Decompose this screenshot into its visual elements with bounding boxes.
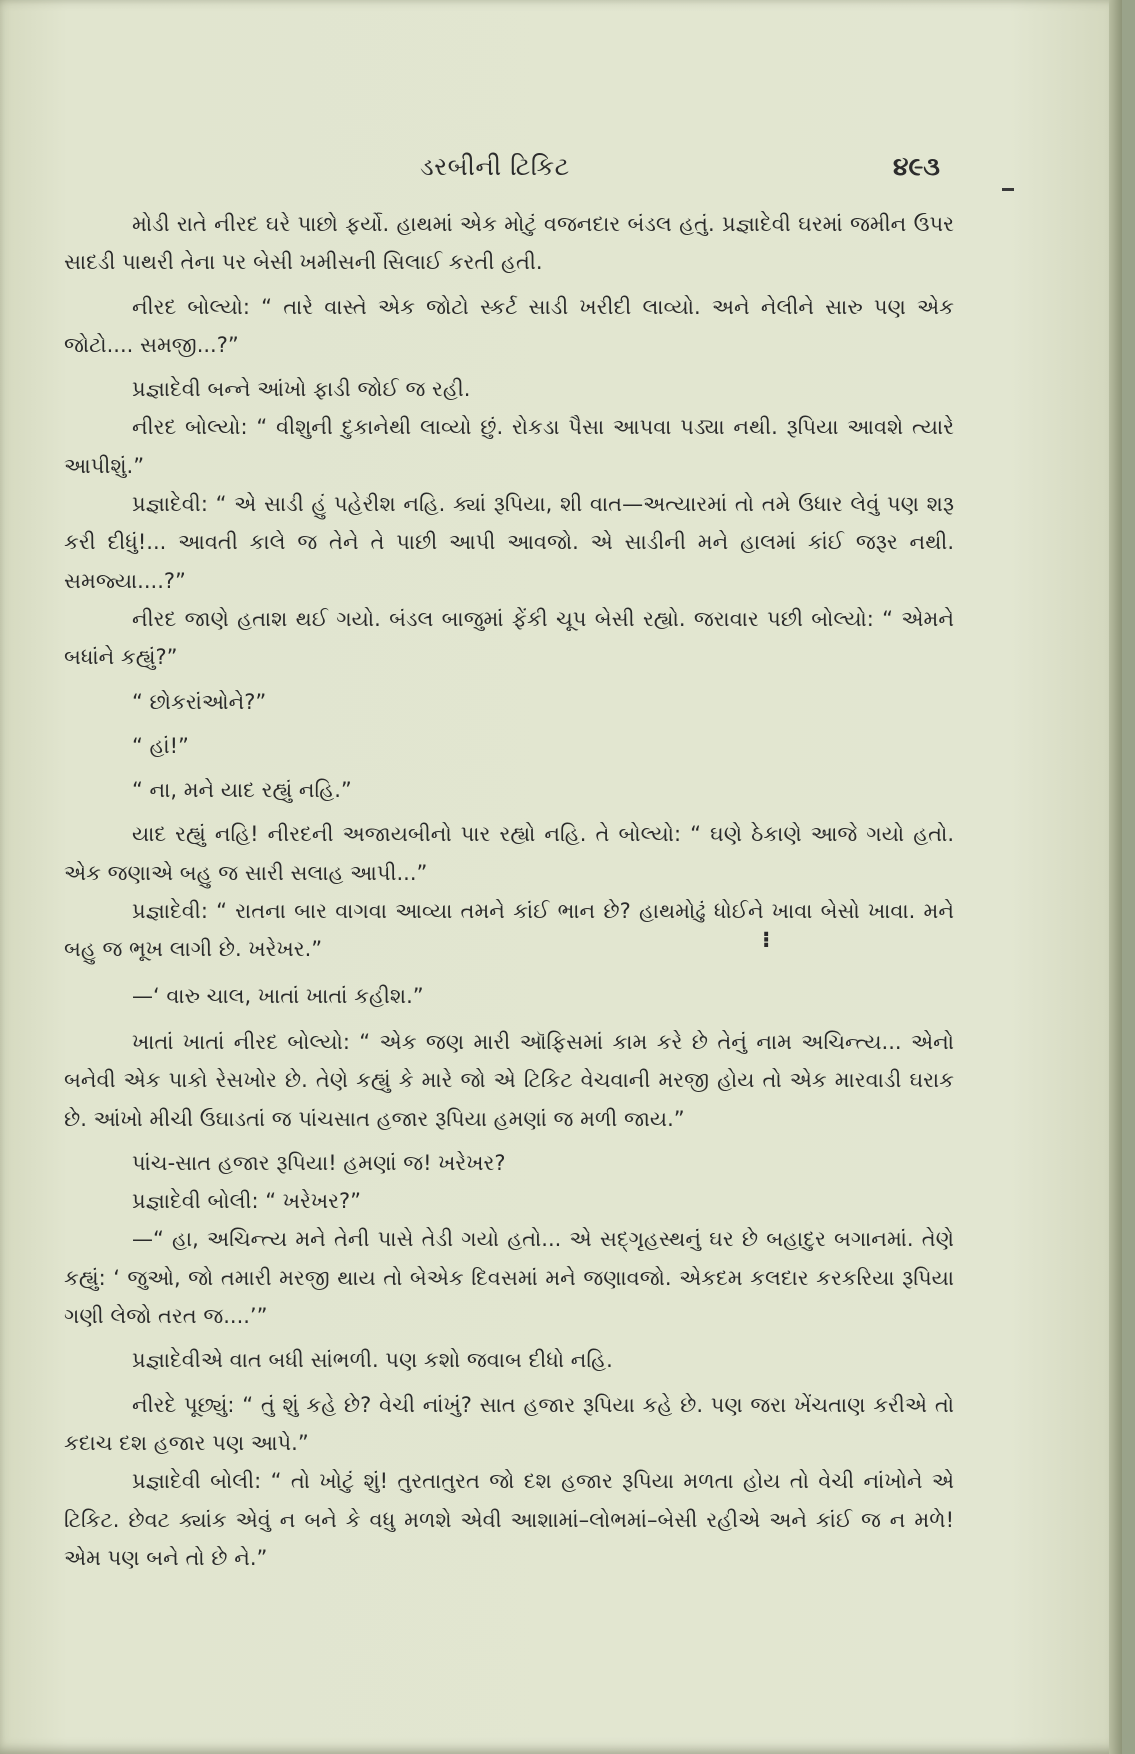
header-dash bbox=[1002, 188, 1014, 191]
page-number: ૪૯૩ bbox=[893, 152, 940, 181]
body-text bbox=[64, 205, 954, 1577]
paragraph-16: —“ હા, અચિન્ત્ય મને તેની પાસે તેડી ગયો હતો... એ સદ્‌ગૃહસ્થનું ઘર છે બહાદુર બગાનમાં. તેણે કહ્યું: ‘ જુઓ, જો તમારી મરજી થાય તો બેએક દિવસમાં મને જણાવજો. એકદમ કલદાર કરકરિયા રૂપિયા ગણી લેજો તરત જ....’” bbox=[64, 1227, 954, 1329]
paragraph-4: નીરદ બોલ્યો: “ વીશુની દુકાનેથી લાવ્યો છું. રોકડા પૈસા આપવા પડ્યા નથી. રૂપિયા આવશે ત્યારે આપીશું.” bbox=[64, 415, 954, 478]
page-edge-shadow bbox=[1109, 0, 1122, 1754]
paragraph-5: પ્રજ્ઞાદેવી: “ એ સાડી હું પહેરીશ નહિ. ક્યાં રૂપિયા, શી વાત—અત્યારમાં તો તમે ઉધાર લેવું પણ શરૂ કરી દીધું!... આવતી કાલે જ તેને તે પાછી આપી આવજો. એ સાડીની મને હાલમાં કાંઈ જરૂર નથી. સમજ્યા....?” bbox=[64, 492, 954, 593]
paragraph-8: “ હાં!” bbox=[132, 733, 189, 758]
paragraph-15: પ્રજ્ઞાદેવી બોલી: “ ખરેખર?” bbox=[132, 1189, 362, 1214]
paragraph-2: નીરદ બોલ્યો: “ તારે વાસ્તે એક જોટો સ્કર્ટ સાડી ખરીદી લાવ્યો. અને નેલીને સારુ પણ એક જોટો.... સમજી...?” bbox=[64, 294, 954, 357]
page-header bbox=[0, 152, 1000, 196]
paragraph-14: પાંચ-સાત હજાર રૂપિયા! હમણાં જ! ખરેખર? bbox=[132, 1150, 506, 1175]
print-speck: ⁝ bbox=[762, 928, 771, 953]
paragraph-9: “ ના, મને યાદ રહ્યું નહિ.” bbox=[132, 778, 352, 803]
paragraph-6: નીરદ જાણે હતાશ થઈ ગયો. બંડલ બાજુમાં ફેંકી ચૂપ બેસી રહ્યો. જરાવાર પછી બોલ્યો: “ એમને બધાંને કહ્યું?” bbox=[64, 606, 954, 670]
paragraph-18: નીરદે પૂછ્યું: “ તું શું કહે છે? વેચી નાંખું? સાત હજાર રૂપિયા કહે છે. પણ જરા ખેંચતાણ કરીએ તો કદાચ દશ હજાર પણ આપે.” bbox=[64, 1392, 954, 1455]
paragraph-13: ખાતાં ખાતાં નીરદ બોલ્યો: “ એક જણ મારી ઑફિસમાં કામ કરે છે તેનું નામ અચિન્ત્ય... એનો બનેવી એક પાકો રેસખોર છે. તેણે કહ્યું કે મારે જો એ ટિકિટ વેચવાની મરજી હોય તો એક મારવાડી ઘરાક છે. આંખો મીચી ઉઘાડતાં જ પાંચસાત હજાર રૂપિયા હમણાં જ મળી જાય.” bbox=[64, 1029, 954, 1131]
paragraph-11: પ્રજ્ઞાદેવી: “ રાતના બાર વાગવા આવ્યા તમને કાંઈ ભાન છે? હાથમોઢું ધોઈને ખાવા બેસો ખાવા. મને બહુ જ ભૂખ લાગી છે. ખરેખર.” bbox=[64, 899, 954, 962]
paragraph-3: પ્રજ્ઞાદેવી બન્ને આંખો ફાડી જોઈ જ રહી. bbox=[132, 377, 471, 402]
paragraph-17: પ્રજ્ઞાદેવીએ વાત બધી સાંભળી. પણ કશો જવાબ દીધો નહિ. bbox=[132, 1348, 613, 1373]
paragraph-10: યાદ રહ્યું નહિ! નીરદની અજાયબીનો પાર રહ્યો નહિ. તે બોલ્યો: “ ઘણે ઠેકાણે આજે ગયો હતો. એક જણાએ બહુ જ સારી સલાહ આપી...” bbox=[64, 822, 954, 885]
paragraph-1: મોડી રાતે નીરદ ઘરે પાછો ફર્યો. હાથમાં એક મોટું વજનદાર બંડલ હતું. પ્રજ્ઞાદેવી ઘરમાં જમીન ઉપર સાદડી પાથરી તેના પર બેસી ખમીસની સિલાઈ કરતી હતી. bbox=[64, 212, 954, 275]
paragraph-7: “ છોકરાંઓને?” bbox=[132, 689, 267, 714]
paragraph-19: પ્રજ્ઞાદેવી બોલી: “ તો ખોટું શું! તુરતાતુરત જો દશ હજાર રૂપિયા મળતા હોય તો વેચી નાંખોને એ ટિકિટ. છેવટ ક્યાંક એવું ન બને કે વધુ મળશે એવી આશામાં–લોભમાં–બેસી રહીએ અને કાંઈ જ ન મળે! એમ પણ બને તો છે ને.” bbox=[64, 1469, 954, 1570]
running-title: ડરબીની ટિકિટ bbox=[420, 152, 570, 181]
paragraph-12: —‘ વારુ ચાલ, ખાતાં ખાતાં કહીશ.” bbox=[132, 983, 424, 1008]
